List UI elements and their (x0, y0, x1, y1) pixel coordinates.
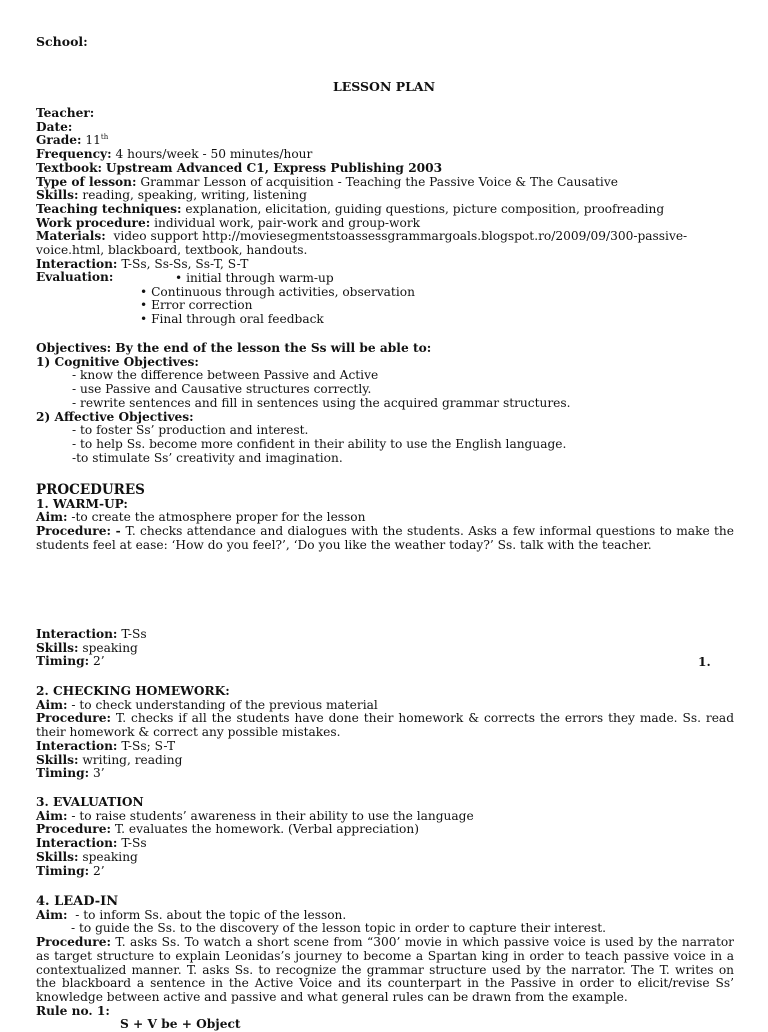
evaluation-procedure: Procedure: T. evaluates the homework. (Verbal appreciation) (36, 822, 419, 837)
evaluation-title: 3. EVALUATION (36, 795, 144, 809)
teacher-line: Teacher: (36, 106, 95, 120)
skills-line: Skills: reading, speaking, writing, listening (36, 188, 307, 203)
evaluation-item: • initial through warm-up (175, 271, 334, 285)
cognitive-title: 1) Cognitive Objectives: (36, 354, 199, 369)
rule-line: Rule no. 1: (36, 1003, 110, 1018)
school-label: School: (36, 34, 88, 49)
homework-procedure: Procedure: T. checks if all the students have done their homework & corrects the errors they made. Ss. read their homework & correct any possible mistakes. (36, 711, 735, 740)
evaluation-section (36, 796, 734, 878)
leadin-section (36, 895, 734, 1032)
warmup-section (36, 484, 734, 553)
page-number: 1. (698, 655, 711, 669)
date-line: Date: (36, 119, 73, 134)
affective-item: - to foster Ss’ production and interest. (72, 423, 309, 438)
techniques-line: Teaching techniques: explanation, elicitation, guiding questions, picture composition, proofreading (36, 201, 665, 216)
evaluation-item: • Final through oral feedback (140, 312, 324, 326)
evaluation-skills: Skills: speaking (36, 849, 138, 864)
evaluation-interaction: Interaction: T-Ss (36, 836, 147, 851)
leadin-procedure: Procedure: T. asks Ss. To watch a short scene from “300’ movie in which passive voice is used by the narrator as target structure to explain Leonidas’s journey to become a Spartan king in order to teach passive voice in a contextualized manner. T. asks Ss. to recognize the grammar structure used by the narrator. The T. writes on the blackboard a sentence in the Active Voice and its counterpart in the Passive in order to elicit/revise Ss’ knowledge between active and passive and what general rules can be drawn from the example. (36, 935, 734, 1004)
warmup-timing: Timing: 2’ (36, 654, 105, 669)
homework-aim: Aim: - to check understanding of the previous material (36, 697, 378, 712)
evaluation-line: Evaluation: (36, 270, 114, 285)
frequency-line: Frequency: 4 hours/week - 50 minutes/hour (36, 147, 313, 162)
warmup-aim: Aim: -to create the atmosphere proper for the lesson (36, 510, 366, 525)
objectives-intro: Objectives: By the end of the lesson the Ss will be able to: (36, 341, 432, 355)
evaluation-aim: Aim: - to raise students’ awareness in their ability to use the language (36, 808, 474, 823)
homework-timing: Timing: 3’ (36, 766, 105, 781)
cognitive-item: - know the difference between Passive and Active (72, 368, 379, 383)
materials-line: Materials: video support http://moviesegmentstoassessgrammargoals.blogspot.ro/2009/09/300-passive-voice.html, blackboard, textbook, handouts. (36, 229, 688, 258)
cognitive-item: - use Passive and Causative structures correctly. (72, 382, 372, 397)
warmup-procedure: Procedure: - T. checks attendance and dialogues with the students. Asks a few informal questions to make the students feel at ease: ‘How do you feel?’, ‘Do you like the weather today?’ Ss. talk with the teacher. (36, 524, 734, 552)
cognitive-item: - rewrite sentences and fill in sentences using the acquired grammar structures. (72, 395, 571, 410)
homework-interaction: Interaction: T-Ss; S-T (36, 738, 176, 753)
leadin-aim: Aim: - to inform Ss. about the topic of the lesson. (36, 907, 347, 922)
leadin-title: 4. LEAD-IN (36, 894, 119, 909)
homework-section (36, 685, 734, 781)
work-procedure-line: Work procedure: individual work, pair-work and group-work (36, 215, 421, 230)
affective-title: 2) Affective Objectives: (36, 409, 194, 424)
warmup-meta (36, 628, 734, 669)
warmup-skills: Skills: speaking (36, 640, 138, 655)
page-title: LESSON PLAN (332, 79, 436, 94)
leadin-aim-2: - to guide the Ss. to the discovery of the lesson topic in order to capture their interest. (71, 921, 606, 936)
objectives-section (36, 342, 734, 465)
rule-formula: S + V be + Object (120, 1017, 241, 1032)
grade-line: Grade: 11th (36, 133, 109, 148)
warmup-interaction: Interaction: T-Ss (36, 627, 147, 641)
evaluation-item: • Error correction (140, 298, 253, 312)
homework-skills: Skills: writing, reading (36, 752, 183, 767)
lesson-type-line: Type of lesson: Grammar Lesson of acquisition - Teaching the Passive Voice & The Causative (36, 174, 618, 189)
lesson-details (36, 107, 734, 285)
evaluation-item: • Continuous through activities, observation (140, 285, 415, 299)
affective-item: -to stimulate Ss’ creativity and imagination. (72, 450, 343, 465)
evaluation-timing: Timing: 2’ (36, 863, 105, 878)
textbook-line: Textbook: Upstream Advanced C1, Express Publishing 2003 (36, 160, 443, 175)
homework-title: 2. CHECKING HOMEWORK: (36, 684, 230, 698)
procedures-heading: PROCEDURES (36, 482, 145, 498)
warmup-title: 1. WARM-UP: (36, 496, 128, 511)
interaction-line: Interaction: T-Ss, Ss-Ss, Ss-T, S-T (36, 256, 249, 271)
affective-item: - to help Ss. become more confident in their ability to use the English language. (72, 436, 567, 451)
